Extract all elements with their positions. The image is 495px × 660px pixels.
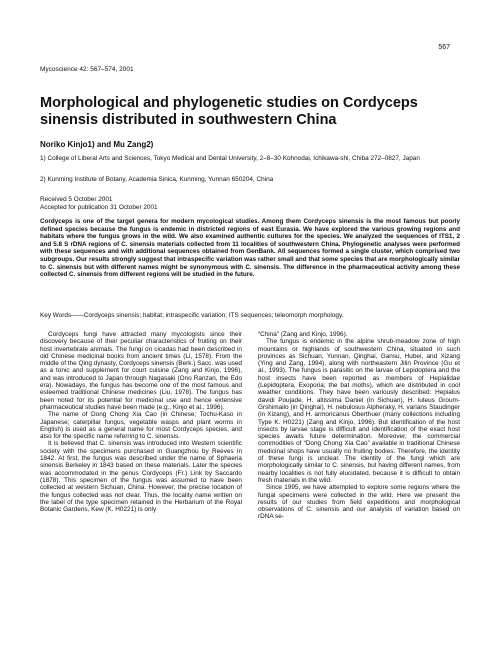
affiliation-2: 2) Kunming Institute of Botany, Academia Sinica, Kunming, Yunnan 650204, China xyxy=(40,176,274,183)
author-line: Noriko Kinjo1) and Mu Zang2) xyxy=(40,140,154,149)
keywords: Key Words——Cordyceps sinensis; habitat; intraspecific variation; ITS sequences; teleomorph morphology. xyxy=(40,312,344,319)
dates-block xyxy=(40,196,158,212)
paragraph: The name of Dong Chong Xia Cao (in Chinese; Tochu-Kaso in Japanese; caterpillar fungus, vegetable wasps and plant worms in English) is used as a general name for most Cordyceps species, and also for the specific name referring to C. sinensis. xyxy=(40,411,242,441)
paper-title: Morphological and phylogenetic studies on Cordyceps sinensis distributed in southwestern China xyxy=(40,95,418,128)
received-date: Received 5 October 2001 xyxy=(40,196,113,203)
paragraph: Cordyceps fungi have attracted many mycologists since their discovery because of their peculiar characteristics of fruiting on their host invertebrate animals. The fungi on cicadas had been described in old Chinese medicinal books from ancient times (Li, 1578). From the middle of the Qing dynasty, Cordyceps sinensis (Berk.) Sacc. was used as a tonic and supplement for court cuisine (Zang and Kinjo, 1996), and was introduced to Japan through Nagasaki (Ono Ranzan, the Edo era). Nowadays, the fungus has become one of the most famous and esteemed traditional Chinese medicines (Liu, 1978). The fungus has been noted for its potential for medicinal use and hence extensive pharmaceutical studies have been made (e.g., Kinjo et al., 1996). xyxy=(40,331,242,411)
body-column-left xyxy=(40,331,242,513)
paragraph: It is believed that C. sinensis was introduced into Western scientific society with the specimens purchased in Guangzhou by Reeves in 1842. At first, the fungus was described under the name of Sphaeria sinensis Berkeley in 1843 based on these materials. Later the species was accommodated in the genus Cordyceps (Fr.) Link by Saccardo (1878). This specimen of the fungus was assumed to have been collected at western Sichuan, China. However, the precise location of the fungus collected was not clear. Thus, the locality name written on the label of the type specimen retained in the Herbarium of the Royal Botanic Gardens, Kew (K. H0221) is only xyxy=(40,440,242,514)
paragraph: “China” (Zang and Kinjo, 1996). xyxy=(258,331,348,338)
paragraph: The fungus is endemic in the alpine shrub-meadow zone of high mountains or highlands of southwestern China, situated in such provinces as Sichuan, Yunnan, Qinghai, Gansu, Hubei, and Xizang (Ying and Zang, 1994), along with northeastern Jilin Province (Gu et al., 1993). The fungus is parasitic on the larvae of Lepidoptera and the host insects have been reported as members of Hepialidae (Lepidoptera, Exoporia; the bat moths), which are distributed in cool weather conditions. They have been variously described: Hepialus davidi Poujade, H. altissima Daniel (in Sichuan), H. luteus Groum-Grshimailo (in Qinghai), H. nebulosus Alpheraky, H. varians Staudinger (in Xizang), and H. armoricanus Oberthuer (many collections including Type K. H0221) (Zang and Kinjo, 1996). But identification of the host insects by larvae stage is difficult and identification of the exact host species awaits future determination. Moreover, the commercial commodities of “Dong Chong Xia Cao” available in traditional Chinese medicinal shops have usually no fruiting bodies. Therefore, the identity of these fungi is unclear. The identity of the fungi which are morphologically similar to C. sinensis, but having different names, from nearby localities is not fully elucidated, because it is difficult to obtain fresh materials in the wild. xyxy=(258,338,460,484)
abstract: Cordyceps is one of the target genera for modern mycological studies. Among them Cordyceps sinensis is the most famous but poorly defined species because the fungus is endemic in districted regions of east Eurasia. We have explored the various growing regions and habitats where the fungus grows in the wild. We also examined authentic cultures for the species. We analyzed the sequences of ITS1, 2 and 5.8 S rDNA regions of C. sinensis materials collected from 11 localities of southwestern China. Phylogenetic analyses were performed with these sequences and with additional sequences obtained from GenBank. All sequences formed a single cluster, which comprised two subgroups. Our results strongly suggest that intraspecific variation was rather small and that some species that are morphologically similar to C. sinensis but with different names might be synonymous with C. sinensis. The difference in the pharmaceutical activity among these collected C. sinensis from different regions will be studied in the future. xyxy=(40,218,460,279)
paragraph: Since 1995, we have attempted to explore some regions where the fungal specimens were collected in the wild. Here we present the results of our studies from field expeditions and morphological observations of C. sinensis and our analysis of variation based on rDNA se- xyxy=(258,484,460,521)
body-column-right xyxy=(258,331,460,521)
accepted-date: Accepted for publication 31 October 2001 xyxy=(40,204,158,211)
affiliation-1: 1) College of Liberal Arts and Sciences, Tokyo Medical and Dental University, 2–8–30 Kohnodai, Ichikawa-shi, Chiba 272–0827, Japan xyxy=(40,155,420,162)
journal-citation: Mycoscience 42: 567–574, 2001 xyxy=(40,66,134,73)
page-number: 567 xyxy=(438,44,450,51)
